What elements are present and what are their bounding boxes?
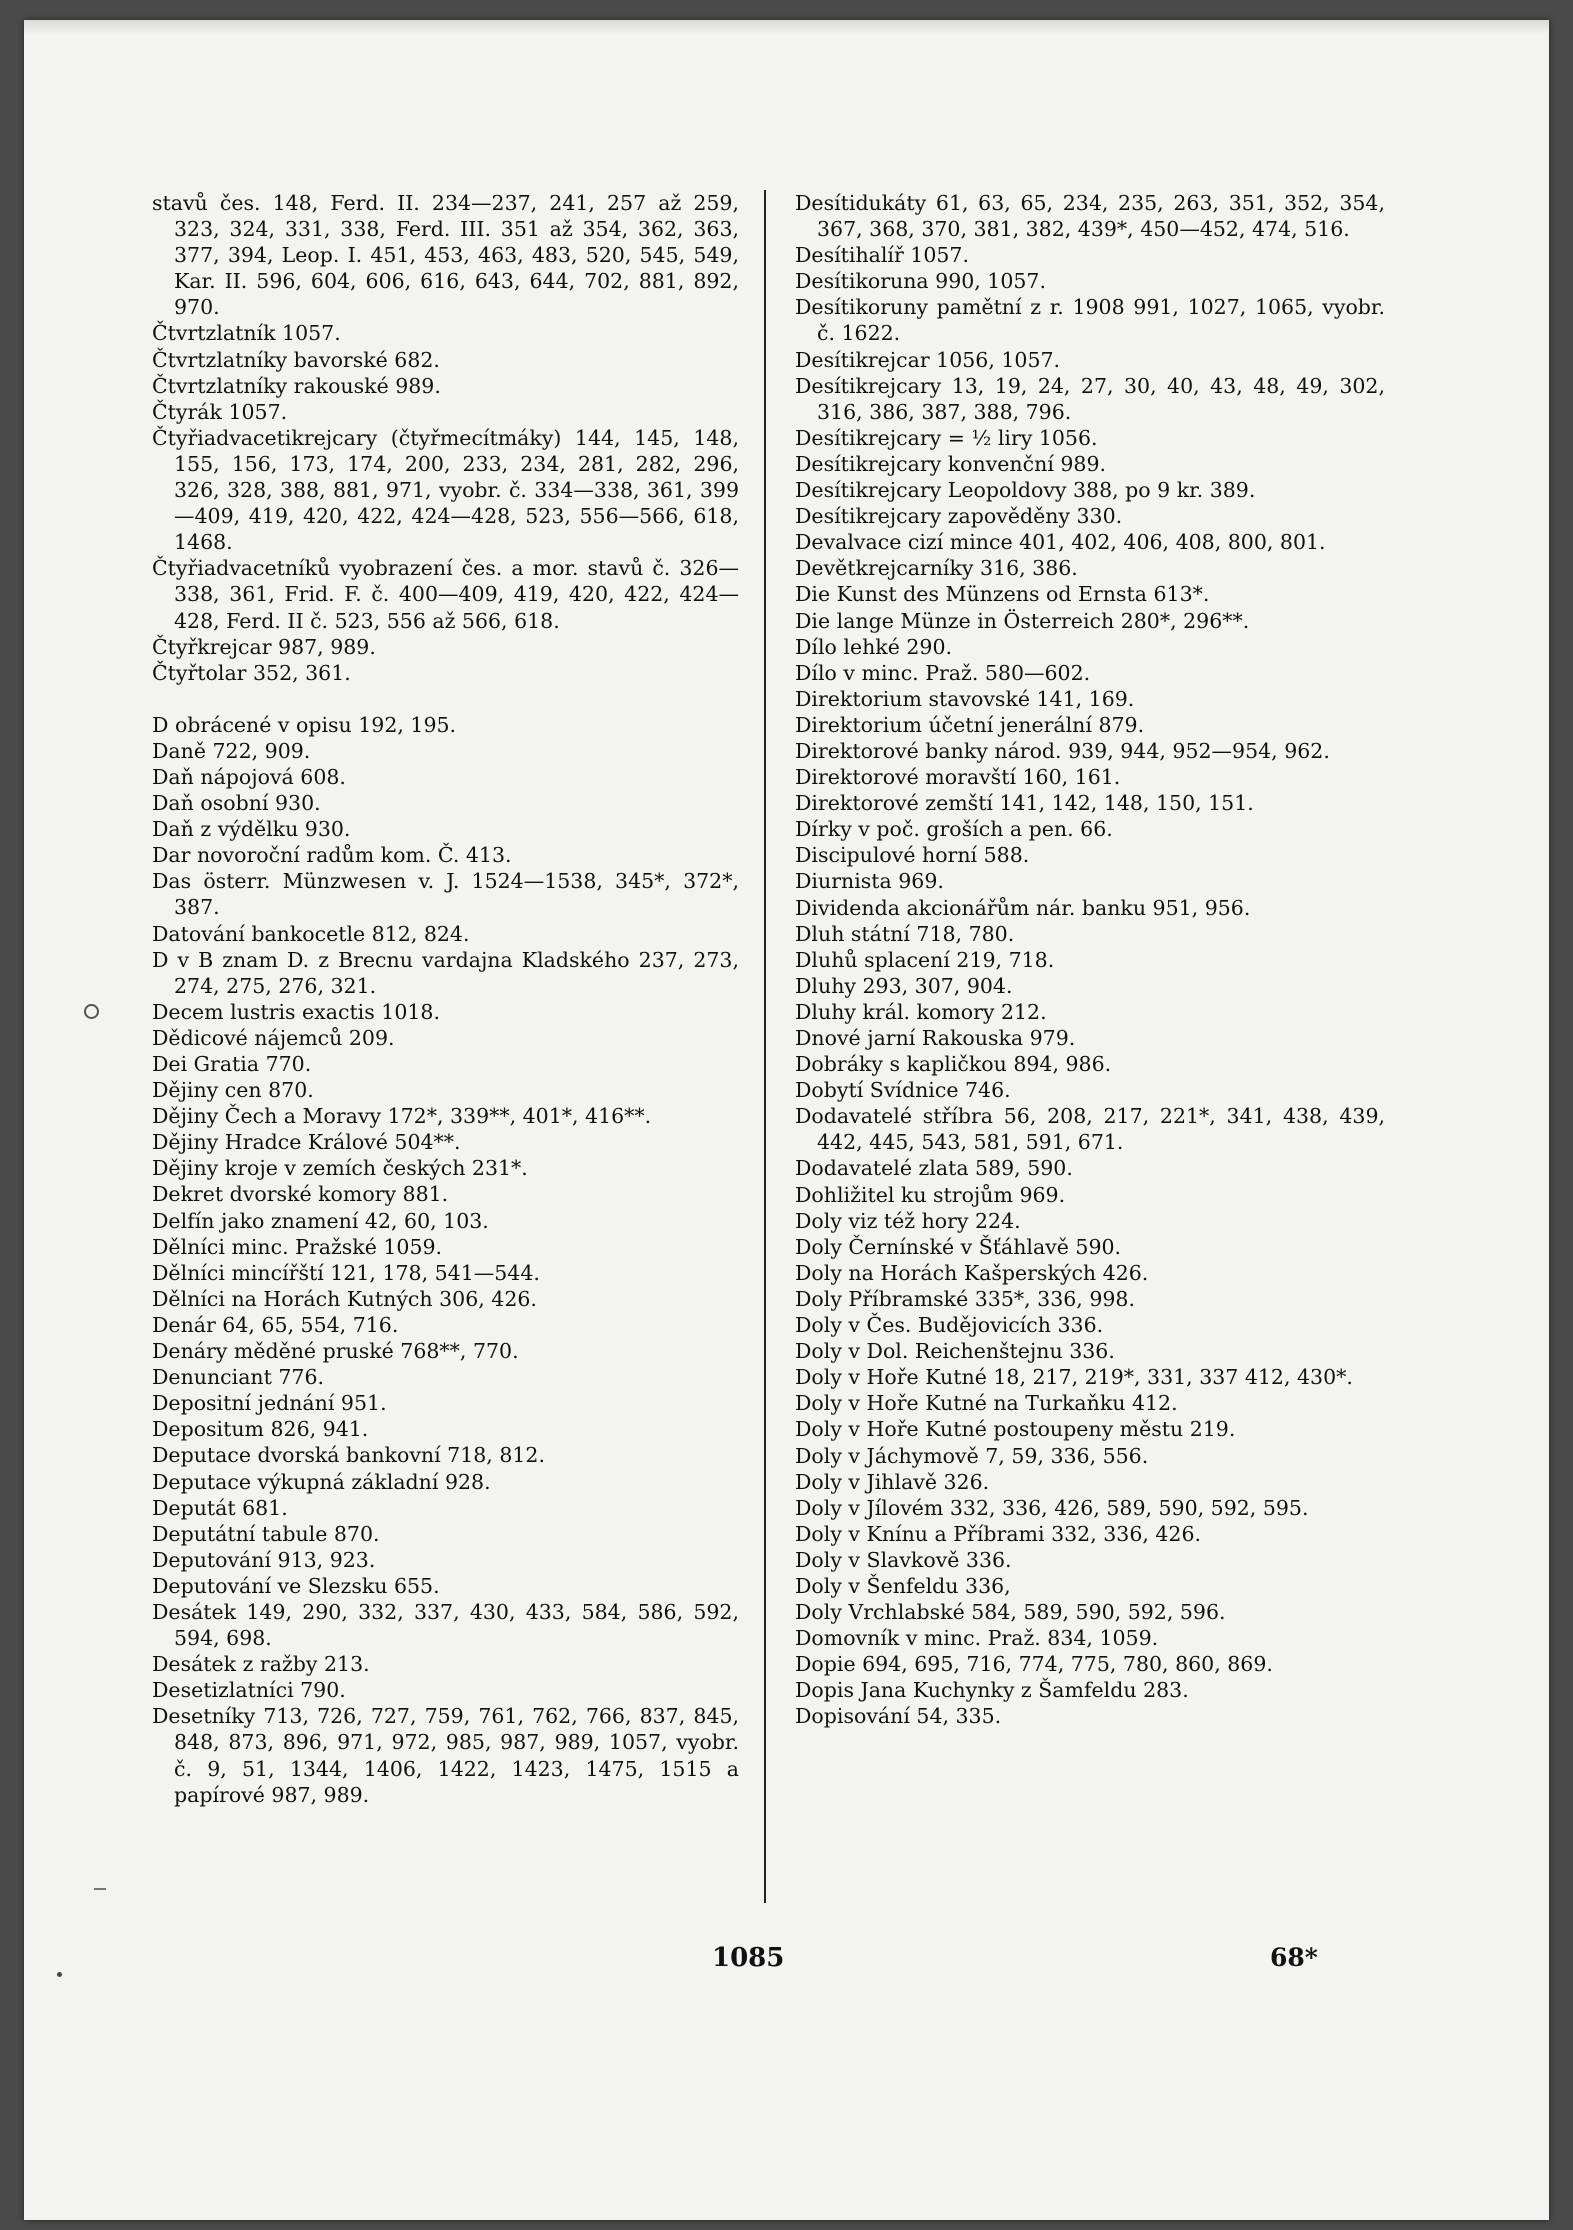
index-entry: Dopis Jana Kuchynky z Šamfeldu 283.	[795, 1678, 1189, 1703]
index-entry: Delfín jako znamení 42, 60, 103.	[152, 1208, 489, 1233]
index-entry: Devětkrejcarníky 316, 386.	[795, 556, 1078, 581]
index-entry: Desetníky 713, 726, 727, 759, 761, 762, 766, 837, 845, 848, 873, 896, 971, 972, 985, 987, 989, 1057, vyobr. č. 9, 51, 1344, 1406, 1422, 1423, 1475, 1515 a papírové 987, 989.	[152, 1704, 739, 1807]
index-entry: Devalvace cizí mince 401, 402, 406, 408, 800, 801.	[795, 530, 1326, 555]
index-entry: Dopie 694, 695, 716, 774, 775, 780, 860, 869.	[795, 1652, 1273, 1677]
index-entry: Čtyřtolar 352, 361.	[152, 660, 351, 685]
index-entry: Čtyřiadvacetníků vyobrazení čes. a mor. stavů č. 326—338, 361, Frid. F. č. 400—409, 419, 420, 422, 424—428, Ferd. II č. 523, 556 až 566, 618.	[152, 556, 739, 633]
index-entry: Decem lustris exactis 1018.	[152, 999, 440, 1024]
index-entry: Datování bankocetle 812, 824.	[152, 921, 470, 946]
index-entry: Desetizlatníci 790.	[152, 1678, 346, 1703]
index-entry: Direktorové moravští 160, 161.	[795, 765, 1121, 790]
index-entry: Denáry měděné pruské 768**, 770.	[152, 1339, 519, 1364]
margin-dash-mark	[94, 1888, 106, 1890]
index-entry: Doly v Hoře Kutné na Turkaňku 412.	[795, 1391, 1178, 1416]
index-entry: Doly v Dol. Reichenštejnu 336.	[795, 1339, 1115, 1364]
index-entry: Dělníci na Horách Kutných 306, 426.	[152, 1286, 537, 1311]
index-entry: Desítikrejcary Leopoldovy 388, po 9 kr. 389.	[795, 478, 1256, 503]
index-entry: Doly viz též hory 224.	[795, 1208, 1021, 1233]
index-entry: Das österr. Münzwesen v. J. 1524—1538, 345*, 372*, 387.	[152, 869, 739, 920]
index-entry: Doly na Horách Kašperských 426.	[795, 1260, 1149, 1285]
margin-dot-mark	[57, 1972, 62, 1977]
index-entry: Doly v Hoře Kutné postoupeny městu 219.	[795, 1417, 1236, 1442]
margin-circle-mark	[84, 1004, 99, 1019]
index-entry: Dodavatelé zlata 589, 590.	[795, 1156, 1073, 1181]
index-entry: Dei Gratia 770.	[152, 1052, 312, 1076]
index-entry: Direktorium stavovské 141, 169.	[795, 686, 1135, 711]
right-index-column	[795, 190, 1385, 1730]
index-entry: Desítidukáty 61, 63, 65, 234, 235, 263, 351, 352, 354, 367, 368, 370, 381, 382, 439*, 450—452, 474, 516.	[795, 191, 1385, 242]
index-entry: Dividenda akcionářům nár. banku 951, 956.	[795, 895, 1251, 920]
index-entry: Dodavatelé stříbra 56, 208, 217, 221*, 341, 438, 439, 442, 445, 543, 581, 591, 671.	[795, 1104, 1385, 1155]
signature-mark: 68*	[1270, 1943, 1318, 1972]
index-entry: Dělníci mincířští 121, 178, 541—544.	[152, 1260, 540, 1285]
index-entry: Die Kunst des Münzens od Ernsta 613*.	[795, 582, 1210, 607]
index-entry: Desítikrejcary 13, 19, 24, 27, 30, 40, 43, 48, 49, 302, 316, 386, 387, 388, 796.	[795, 373, 1385, 424]
index-entry: Dluh státní 718, 780.	[795, 921, 1015, 946]
scan-edge	[24, 20, 1549, 34]
index-entry: Doly v Čes. Budějovicích 336.	[795, 1313, 1104, 1338]
index-entry: Dar novoroční radům kom. Č. 413.	[152, 843, 512, 868]
index-entry: Dějiny kroje v zemích českých 231*.	[152, 1156, 528, 1181]
index-entry: Dělníci minc. Pražské 1059.	[152, 1234, 443, 1259]
index-entry: Direktorové zemští 141, 142, 148, 150, 151.	[795, 791, 1254, 816]
index-entry: Doly v Jílovém 332, 336, 426, 589, 590, 592, 595.	[795, 1495, 1309, 1520]
index-entry: Doly Černínské v Šťáhlavě 590.	[795, 1234, 1122, 1259]
index-entry: Doly v Hoře Kutné 18, 217, 219*, 331, 337 412, 430*.	[795, 1365, 1353, 1390]
index-entry: Depositum 826, 941.	[152, 1417, 369, 1442]
index-entry: Domovník v minc. Praž. 834, 1059.	[795, 1626, 1159, 1651]
index-entry: Die lange Münze in Österreich 280*, 296**.	[795, 608, 1250, 633]
index-entry: Dopisování 54, 335.	[795, 1704, 1002, 1729]
index-entry: Daň osobní 930.	[152, 791, 321, 816]
index-entry: Daň z výdělku 930.	[152, 817, 351, 842]
index-entry: Deputát 681.	[152, 1495, 288, 1520]
index-entry: Desítikrejcary = ½ liry 1056.	[795, 425, 1098, 450]
index-entry: Doly v Knínu a Příbrami 332, 336, 426.	[795, 1521, 1202, 1546]
index-entry: Denár 64, 65, 554, 716.	[152, 1312, 399, 1337]
index-entry: Dobytí Svídnice 746.	[795, 1078, 1011, 1103]
index-entry: Direktorium účetní jenerální 879.	[795, 712, 1145, 737]
index-entry: Dědicové nájemců 209.	[152, 1025, 395, 1050]
index-entry: Doly Příbramské 335*, 336, 998.	[795, 1286, 1135, 1311]
left-index-column	[152, 190, 739, 1808]
index-entry: Desítikoruna 990, 1057.	[795, 269, 1046, 294]
index-entry: Deputace výkupná základní 928.	[152, 1469, 491, 1494]
index-entry: Dějiny Čech a Moravy 172*, 339**, 401*, 416**.	[152, 1104, 652, 1129]
index-entry: Dohližitel ku strojům 969.	[795, 1182, 1066, 1207]
index-entry: Čtvrtzlatníky bavorské 682.	[152, 347, 440, 372]
index-entry: Doly v Jihlavě 326.	[795, 1469, 990, 1494]
index-entry: Desítikrejcar 1056, 1057.	[795, 347, 1061, 372]
index-entry: Doly v Slavkově 336.	[795, 1547, 1012, 1572]
index-entry: Dluhy král. komory 212.	[795, 999, 1047, 1024]
index-entry: Desátek z ražby 213.	[152, 1652, 370, 1677]
index-entry: Desítikoruny pamětní z r. 1908 991, 1027, 1065, vyobr. č. 1622.	[795, 295, 1385, 346]
index-entry: Doly v Jáchymově 7, 59, 336, 556.	[795, 1443, 1149, 1468]
index-entry: Dekret dvorské komory 881.	[152, 1182, 449, 1207]
index-entry: Daně 722, 909.	[152, 738, 311, 763]
index-entry: D obrácené v opisu 192, 195.	[152, 712, 457, 737]
index-entry: Dějiny Hradce Králové 504**.	[152, 1130, 461, 1155]
index-entry: Čtvrtzlatníky rakouské 989.	[152, 373, 441, 398]
index-entry: Dílo v minc. Praž. 580—602.	[795, 660, 1091, 685]
index-entry: Deputátní tabule 870.	[152, 1521, 380, 1546]
index-entry: Discipulové horní 588.	[795, 843, 1030, 868]
index-entry: stavů čes. 148, Ferd. II. 234—237, 241, 257 až 259, 323, 324, 331, 338, Ferd. III. 351 až 354, 362, 363, 377, 394, Leop. I. 451, 453, 463, 483, 520, 545, 549, Kar. II. 596, 604, 606, 616, 643, 644, 702, 881, 892, 970.	[152, 191, 739, 320]
index-entry: Čtvrtzlatník 1057.	[152, 321, 341, 346]
index-entry: Desítihalíř 1057.	[795, 243, 969, 268]
column-divider	[764, 190, 766, 1903]
index-entry: Doly Vrchlabské 584, 589, 590, 592, 596.	[795, 1600, 1226, 1625]
index-entry: Desítikrejcary konvenční 989.	[795, 451, 1107, 476]
index-entry: D v B znam D. z Brecnu vardajna Kladského 237, 273, 274, 275, 276, 321.	[152, 947, 739, 998]
index-entry: Doly v Šenfeldu 336,	[795, 1573, 1011, 1598]
index-entry: Dírky v poč. groších a pen. 66.	[795, 817, 1113, 842]
section-gap	[152, 686, 739, 712]
index-entry: Depositní jednání 951.	[152, 1391, 387, 1416]
index-entry: Dnové jarní Rakouska 979.	[795, 1026, 1076, 1050]
index-entry: Direktorové banky národ. 939, 944, 952—954, 962.	[795, 738, 1330, 763]
index-entry: Denunciant 776.	[152, 1365, 325, 1390]
index-entry: Dluhů splacení 219, 718.	[795, 947, 1055, 972]
index-entry: Deputování ve Slezsku 655.	[152, 1573, 440, 1598]
index-entry: Čtyřkrejcar 987, 989.	[152, 634, 376, 659]
index-entry: Deputace dvorská bankovní 718, 812.	[152, 1443, 545, 1468]
index-entry: Diurnista 969.	[795, 869, 944, 894]
index-entry: Deputování 913, 923.	[152, 1547, 376, 1572]
index-entry: Desátek 149, 290, 332, 337, 430, 433, 584, 586, 592, 594, 698.	[152, 1599, 739, 1651]
index-entry: Desítikrejcary zapověděny 330.	[795, 504, 1123, 529]
book-page	[24, 20, 1549, 2220]
index-entry: Daň nápojová 608.	[152, 764, 346, 789]
index-entry: Dějiny cen 870.	[152, 1078, 314, 1103]
index-entry: Čtyrák 1057.	[152, 399, 288, 424]
index-entry: Dílo lehké 290.	[795, 634, 953, 659]
index-entry: Dluhy 293, 307, 904.	[795, 973, 1013, 998]
page-number: 1085	[712, 1943, 785, 1973]
index-entry: Čtyřiadvacetikrejcary (čtyřmecítmáky) 144, 145, 148, 155, 156, 173, 174, 200, 233, 234, 281, 282, 296, 326, 328, 388, 881, 971, vyobr. č. 334—338, 361, 399—409, 419, 420, 422, 424—428, 523, 556—566, 618, 1468.	[152, 425, 739, 555]
index-entry: Dobráky s kapličkou 894, 986.	[795, 1052, 1112, 1077]
